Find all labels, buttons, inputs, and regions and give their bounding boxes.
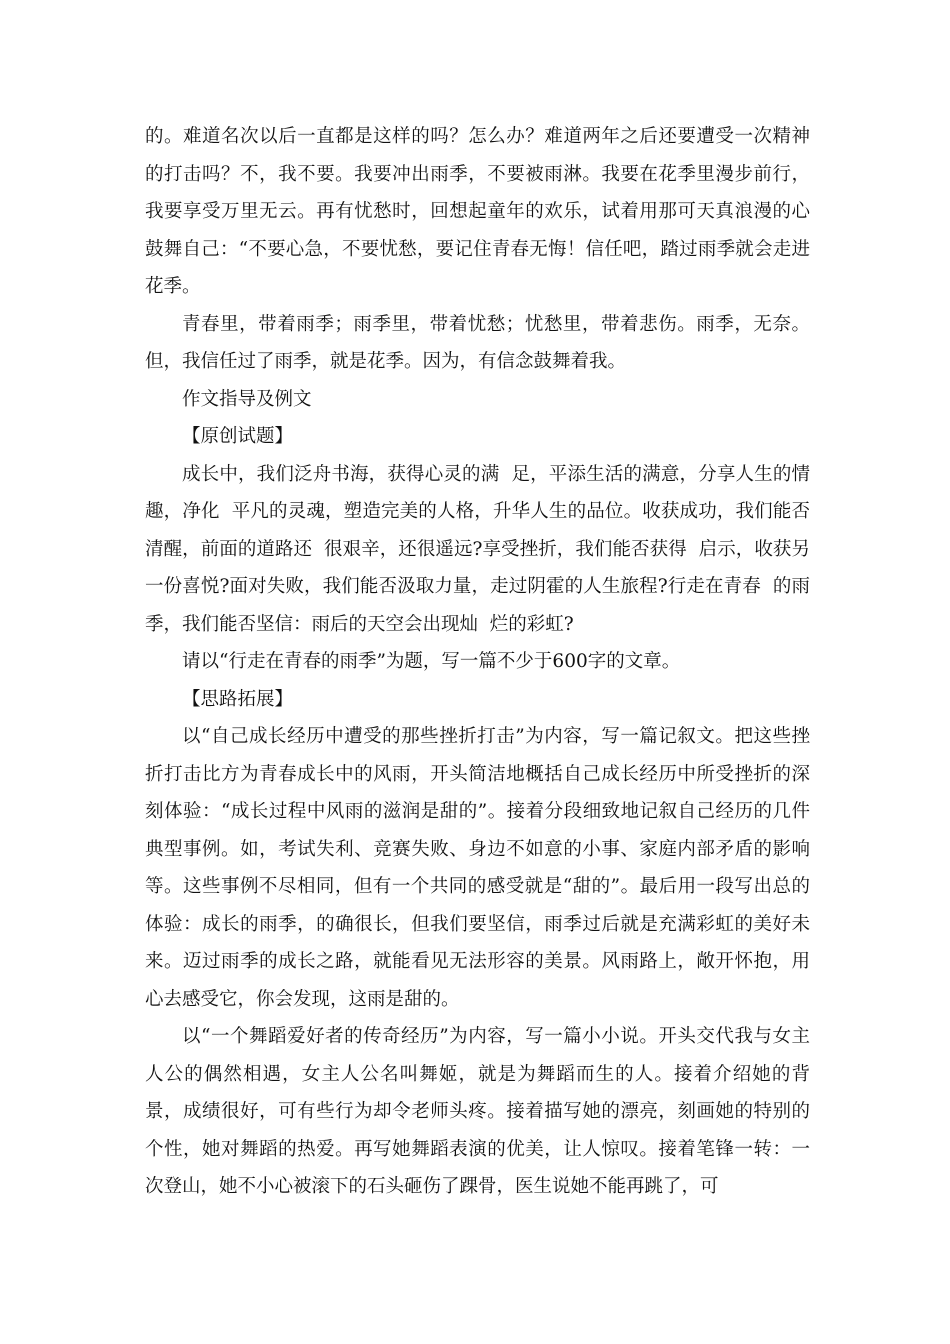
paragraph-question-body: 成长中，我们泛舟书海，获得心灵的满 足，平添生活的满意，分享人生的情趣，净化 平凡的灵魂，塑造完美的人格，升华人生的品位。收获成功，我们能否清醒，前面的道路还 很艰辛，还很遥远?享受挫折，我们能否获得 启示，收获另一份喜悦?面对失败，我们能否汲取力量，走过阴霍的人生旅程?行走在青春 的雨季，我们能否坚信：雨后的天空会出现灿 烂的彩虹? bbox=[145, 463, 810, 635]
section-heading-original-question: 【原创试题】 bbox=[182, 426, 294, 447]
section-heading-guidance: 作文指导及例文 bbox=[182, 388, 312, 410]
paragraph-prompt: 请以“行走在青春的雨季”为题，写一篇不少于600字的文章。 bbox=[182, 651, 681, 672]
paragraph-rainy-season: 青春里，带着雨季；雨季里，带着忧愁；忧愁里，带着悲伤。雨季，无奈。但，我信任过了雨季，就是花季。因为，有信念鼓舞着我。 bbox=[145, 313, 810, 372]
paragraph-idea-short-story: 以“一个舞蹈爱好者的传奇经历”为内容，写一篇小小说。开头交代我与女主人公的偶然相遇，女主人公名叫舞姬，就是为舞蹈而生的人。接着介绍她的背景，成绩很好，可有些行为却令老师头疼。接着描写她的漂亮，刻画她的特别的个性，她对舞蹈的热爱。再写她舞蹈表演的优美，让人惊叹。接着笔锋一转：一次登山，她不小心被滚下的石头砸伤了踝骨，医生说她不能再跳了，可 bbox=[145, 1026, 810, 1197]
paragraph-idea-narrative: 以“自己成长经历中遭受的那些挫折打击”为内容，写一篇记叙文。把这些挫折打击比方为青春成长中的风雨，开头简洁地概括自己成长经历中所受挫折的深刻体验：“成长过程中风雨的滋润是甜的”。接着分段细致地记叙自己经历的几件典型事例。如，考试失利、竞赛失败、身边不如意的小事、家庭内部矛盾的影响等。这些事例不尽相同，但有一个共同的感受就是“甜的”。最后用一段写出总的体验：成长的雨季，的确很长，但我们要坚信，雨季过后就是充满彩虹的美好未来。迈过雨季的成长之路，就能看见无法形容的美景。风雨路上，敞开怀抱，用心去感受它，你会发现，这雨是甜的。 bbox=[145, 726, 810, 1010]
paragraph-continuation: 的。难道名次以后一直都是这样的吗？怎么办？难道两年之后还要遭受一次精神的打击吗？不，我不要。我要冲出雨季，不要被雨淋。我要在花季里漫步前行，我要享受万里无云。再有忧愁时，回想起童年的欢乐，试着用那可天真浪漫的心鼓舞自己：“不要心急，不要忧愁，要记住青春无悔！信任吧，踏过雨季就会走进花季。 bbox=[145, 126, 810, 297]
document-body bbox=[145, 118, 810, 1206]
section-heading-ideas: 【思路拓展】 bbox=[182, 688, 294, 710]
